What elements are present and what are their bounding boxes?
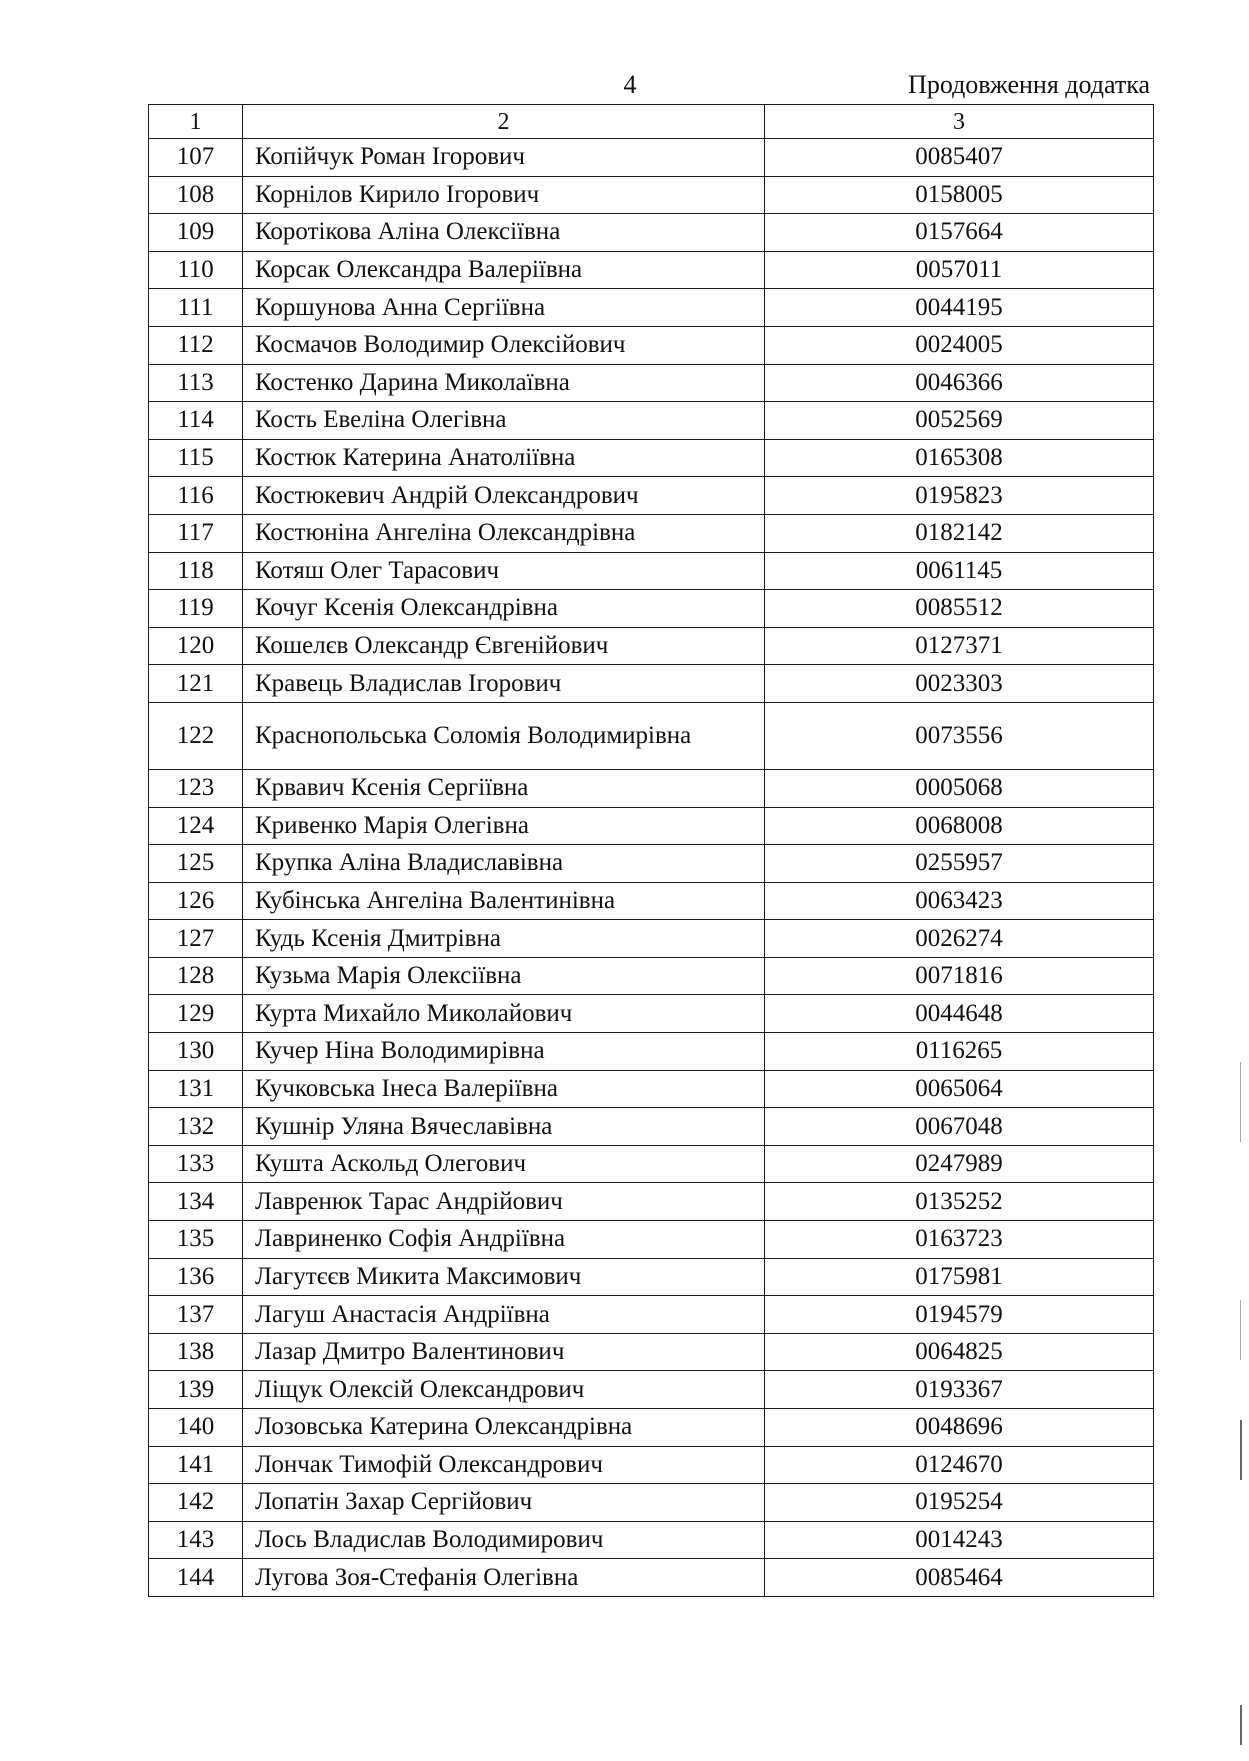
row-number: 110: [149, 251, 243, 289]
student-code: 0124670: [765, 1446, 1154, 1484]
student-name: Костюкевич Андрій Олександрович: [243, 477, 765, 515]
student-code: 0195254: [765, 1484, 1154, 1522]
student-name: Костюк Катерина Анатоліївна: [243, 439, 765, 477]
student-code: 0116265: [765, 1033, 1154, 1071]
row-number: 141: [149, 1446, 243, 1484]
student-name: Лозовська Катерина Олександрівна: [243, 1409, 765, 1447]
row-number: 116: [149, 477, 243, 515]
row-number: 121: [149, 665, 243, 703]
student-name: Лавренюк Тарас Андрійович: [243, 1183, 765, 1221]
student-name: Краснопольська Соломія Володимирівна: [243, 702, 765, 769]
student-name: Лось Владислав Володимирович: [243, 1521, 765, 1559]
table-row: [149, 1484, 1154, 1522]
row-number: 129: [149, 995, 243, 1033]
student-name: Лазар Дмитро Валентинович: [243, 1333, 765, 1371]
student-code: 0193367: [765, 1371, 1154, 1409]
table-row: [149, 1183, 1154, 1221]
student-code: 0175981: [765, 1258, 1154, 1296]
student-code: 0044648: [765, 995, 1154, 1033]
student-code: 0194579: [765, 1296, 1154, 1334]
student-name: Кривенко Марія Олегівна: [243, 807, 765, 845]
row-number: 117: [149, 514, 243, 552]
student-name: Кучер Ніна Володимирівна: [243, 1033, 765, 1071]
row-number: 111: [149, 289, 243, 327]
student-name: Коршунова Анна Сергіївна: [243, 289, 765, 327]
table-row: [149, 214, 1154, 252]
student-code: 0068008: [765, 807, 1154, 845]
row-number: 139: [149, 1371, 243, 1409]
student-name: Кошелєв Олександр Євгенійович: [243, 627, 765, 665]
student-name: Кудь Ксенія Дмитрівна: [243, 920, 765, 958]
row-number: 136: [149, 1258, 243, 1296]
student-code: 0163723: [765, 1221, 1154, 1259]
table-row: [149, 957, 1154, 995]
table-row: [149, 845, 1154, 883]
row-number: 125: [149, 845, 243, 883]
row-number: 137: [149, 1296, 243, 1334]
table-row: [149, 1258, 1154, 1296]
student-name: Крвавич Ксенія Сергіївна: [243, 769, 765, 807]
table-row: [149, 1108, 1154, 1146]
column-header-number: 1: [149, 105, 243, 139]
table-row: [149, 251, 1154, 289]
student-name: Кравець Владислав Ігорович: [243, 665, 765, 703]
table-row: [149, 1033, 1154, 1071]
student-name: Лагуш Анастасія Андріївна: [243, 1296, 765, 1334]
row-number: 127: [149, 920, 243, 958]
student-name: Котяш Олег Тарасович: [243, 552, 765, 590]
table-row: [149, 1446, 1154, 1484]
scan-mark: [1240, 1300, 1241, 1360]
student-name: Лугова Зоя-Стефанія Олегівна: [243, 1559, 765, 1597]
student-name: Кузьма Марія Олексіївна: [243, 957, 765, 995]
scan-mark: [1240, 1420, 1242, 1480]
row-number: 120: [149, 627, 243, 665]
student-code: 0085512: [765, 590, 1154, 628]
table-row: [149, 590, 1154, 628]
table-row: [149, 995, 1154, 1033]
page-number: 4: [623, 70, 637, 99]
student-name: Коротікова Аліна Олексіївна: [243, 214, 765, 252]
student-code: 0157664: [765, 214, 1154, 252]
table-row: [149, 139, 1154, 177]
table-row: [149, 1221, 1154, 1259]
student-code: 0014243: [765, 1521, 1154, 1559]
student-code: 0052569: [765, 402, 1154, 440]
student-name: Кучковська Інеса Валеріївна: [243, 1070, 765, 1108]
student-code: 0026274: [765, 920, 1154, 958]
row-number: 109: [149, 214, 243, 252]
row-number: 114: [149, 402, 243, 440]
table-row: [149, 1371, 1154, 1409]
student-code: 0057011: [765, 251, 1154, 289]
row-number: 119: [149, 590, 243, 628]
student-code: 0127371: [765, 627, 1154, 665]
row-number: 132: [149, 1108, 243, 1146]
table-row: [149, 176, 1154, 214]
table-row: [149, 1296, 1154, 1334]
student-name: Корсак Олександра Валеріївна: [243, 251, 765, 289]
scan-mark: [1240, 1062, 1241, 1142]
table-row: [149, 769, 1154, 807]
student-code: 0044195: [765, 289, 1154, 327]
student-code: 0061145: [765, 552, 1154, 590]
row-number: 123: [149, 769, 243, 807]
column-header-name: 2: [243, 105, 765, 139]
student-name: Ліщук Олексій Олександрович: [243, 1371, 765, 1409]
row-number: 118: [149, 552, 243, 590]
student-name: Костенко Дарина Миколаївна: [243, 364, 765, 402]
table-row: [149, 402, 1154, 440]
row-number: 134: [149, 1183, 243, 1221]
student-name: Лагутєєв Микита Максимович: [243, 1258, 765, 1296]
student-name: Кочуг Ксенія Олександрівна: [243, 590, 765, 628]
row-number: 126: [149, 882, 243, 920]
table-row: [149, 920, 1154, 958]
table-row: [149, 477, 1154, 515]
student-code: 0023303: [765, 665, 1154, 703]
row-number: 135: [149, 1221, 243, 1259]
student-name: Космачов Володимир Олексійович: [243, 326, 765, 364]
student-code: 0071816: [765, 957, 1154, 995]
table-row: [149, 326, 1154, 364]
row-number: 108: [149, 176, 243, 214]
table-row: [149, 665, 1154, 703]
row-number: 115: [149, 439, 243, 477]
student-name: Кубінська Ангеліна Валентинівна: [243, 882, 765, 920]
row-number: 128: [149, 957, 243, 995]
table-row: [149, 702, 1154, 769]
student-code: 0067048: [765, 1108, 1154, 1146]
table-row: [149, 1070, 1154, 1108]
row-number: 130: [149, 1033, 243, 1071]
student-code: 0182142: [765, 514, 1154, 552]
table-row: [149, 1145, 1154, 1183]
table-row: [149, 807, 1154, 845]
table-row: [149, 364, 1154, 402]
student-code: 0024005: [765, 326, 1154, 364]
column-header-code: 3: [765, 105, 1154, 139]
row-number: 140: [149, 1409, 243, 1447]
row-number: 107: [149, 139, 243, 177]
student-code: 0046366: [765, 364, 1154, 402]
student-name: Копійчук Роман Ігорович: [243, 139, 765, 177]
student-name: Костюніна Ангеліна Олександрівна: [243, 514, 765, 552]
student-code: 0085407: [765, 139, 1154, 177]
row-number: 122: [149, 702, 243, 769]
student-name: Лопатін Захар Сергійович: [243, 1484, 765, 1522]
student-code: 0247989: [765, 1145, 1154, 1183]
row-number: 142: [149, 1484, 243, 1522]
table-row: [149, 882, 1154, 920]
table-row: [149, 289, 1154, 327]
table-body: [149, 105, 1154, 1597]
student-code: 0255957: [765, 845, 1154, 883]
continuation-label: Продовження додатка: [908, 70, 1150, 99]
table-row: [149, 514, 1154, 552]
student-code: 0064825: [765, 1333, 1154, 1371]
student-code: 0063423: [765, 882, 1154, 920]
table-row: [149, 552, 1154, 590]
row-number: 138: [149, 1333, 243, 1371]
table-row: [149, 439, 1154, 477]
row-number: 112: [149, 326, 243, 364]
student-name: Кушнір Уляна Вячеславівна: [243, 1108, 765, 1146]
students-table: [148, 104, 1154, 1597]
student-name: Кость Евеліна Олегівна: [243, 402, 765, 440]
row-number: 131: [149, 1070, 243, 1108]
row-number: 144: [149, 1559, 243, 1597]
student-code: 0158005: [765, 176, 1154, 214]
student-code: 0165308: [765, 439, 1154, 477]
row-number: 124: [149, 807, 243, 845]
table-header-row: [149, 105, 1154, 139]
student-code: 0005068: [765, 769, 1154, 807]
student-code: 0065064: [765, 1070, 1154, 1108]
student-code: 0073556: [765, 702, 1154, 769]
student-name: Кушта Аскольд Олегович: [243, 1145, 765, 1183]
row-number: 113: [149, 364, 243, 402]
table-row: [149, 627, 1154, 665]
student-code: 0135252: [765, 1183, 1154, 1221]
student-name: Крупка Аліна Владиславівна: [243, 845, 765, 883]
table-row: [149, 1409, 1154, 1447]
student-name: Курта Михайло Миколайович: [243, 995, 765, 1033]
student-name: Лончак Тимофій Олександрович: [243, 1446, 765, 1484]
scan-mark: [1240, 1705, 1242, 1745]
row-number: 133: [149, 1145, 243, 1183]
student-name: Лавриненко Софія Андріївна: [243, 1221, 765, 1259]
table-row: [149, 1333, 1154, 1371]
table-row: [149, 1521, 1154, 1559]
table-row: [149, 1559, 1154, 1597]
student-code: 0195823: [765, 477, 1154, 515]
student-code: 0085464: [765, 1559, 1154, 1597]
row-number: 143: [149, 1521, 243, 1559]
student-name: Корнілов Кирило Ігорович: [243, 176, 765, 214]
student-code: 0048696: [765, 1409, 1154, 1447]
